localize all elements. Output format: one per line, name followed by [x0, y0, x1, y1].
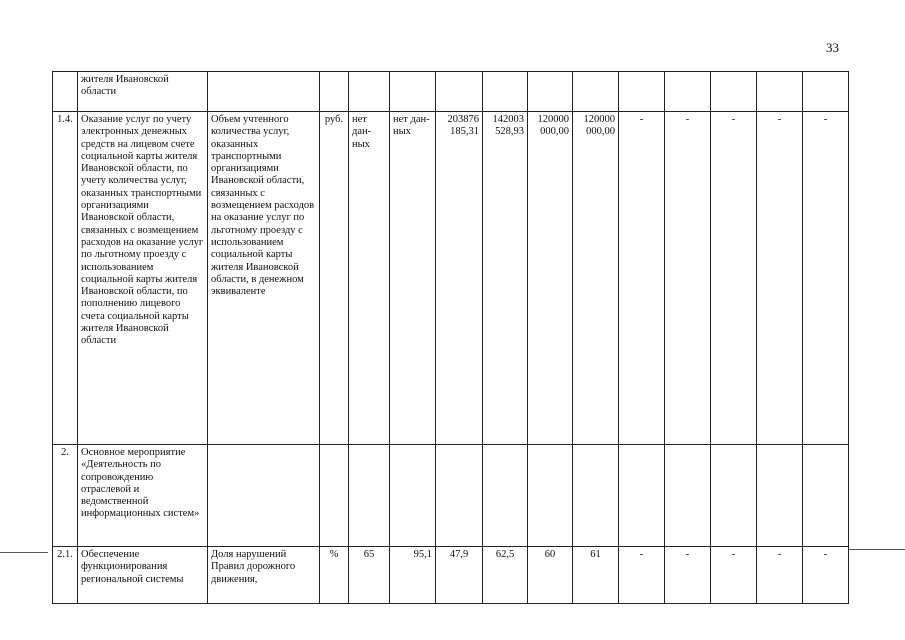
dash-cell: -	[803, 112, 849, 445]
program-table	[52, 71, 849, 604]
indicator-name: Доля нарушений Правил дорожного движения,	[208, 547, 320, 604]
value-cell: 62,5	[483, 547, 528, 604]
row-index: 2.	[53, 445, 78, 547]
dash-cell	[619, 445, 665, 547]
dash-cell	[665, 445, 711, 547]
value-cell: 61	[573, 547, 619, 604]
value-cell	[436, 445, 483, 547]
row-index: 2.1.	[53, 547, 78, 604]
dash-cell	[619, 72, 665, 112]
dash-cell	[757, 72, 803, 112]
row-index: 1.4.	[53, 112, 78, 445]
dash-cell	[757, 445, 803, 547]
event-name: Основное мероприятие «Деятельность по сопровождению отраслевой и ведомственной информационных систем»	[78, 445, 208, 547]
value-cell	[349, 72, 390, 112]
table-row	[53, 72, 849, 112]
dash-cell	[803, 72, 849, 112]
value-cell: 60	[528, 547, 573, 604]
dash-cell: -	[619, 547, 665, 604]
value-cell: 65	[349, 547, 390, 604]
indicator-name	[208, 445, 320, 547]
value-cell	[390, 445, 436, 547]
dash-cell	[711, 72, 757, 112]
indicator-name	[208, 72, 320, 112]
table-row	[53, 547, 849, 604]
value-cell: 120000 000,00	[528, 112, 573, 445]
dash-cell	[803, 445, 849, 547]
value-cell	[573, 445, 619, 547]
value-cell: 95,1	[390, 547, 436, 604]
scan-line-left	[0, 552, 48, 553]
value-cell: нет дан-ных	[390, 112, 436, 445]
row-index	[53, 72, 78, 112]
unit: %	[320, 547, 349, 604]
event-name: Обеспечение функционирования региональной системы	[78, 547, 208, 604]
dash-cell: -	[711, 112, 757, 445]
value-cell	[436, 72, 483, 112]
value-cell	[390, 72, 436, 112]
table-row	[53, 112, 849, 445]
value-cell	[349, 445, 390, 547]
dash-cell: -	[757, 547, 803, 604]
dash-cell: -	[757, 112, 803, 445]
table-row	[53, 445, 849, 547]
value-cell: 203876 185,31	[436, 112, 483, 445]
dash-cell	[711, 445, 757, 547]
unit: руб.	[320, 112, 349, 445]
event-name: Оказание услуг по учету электронных денежных средств на лицевом счете социальной карты жителя Ивановской области, по учету количества услуг, оказанных транспортными организациями Ивановской области, связанных с возмещением расходов на оказание услуг по льготному проезду с использованием социальной карты жителя Ивановской области, по пополнению лицевого счета социальной карты жителя Ивановской области	[78, 112, 208, 445]
value-cell: 142003 528,93	[483, 112, 528, 445]
event-name: жителя Ивановской области	[78, 72, 208, 112]
dash-cell	[665, 72, 711, 112]
value-cell: 47,9	[436, 547, 483, 604]
dash-cell: -	[803, 547, 849, 604]
value-cell	[528, 445, 573, 547]
dash-cell: -	[619, 112, 665, 445]
dash-cell: -	[711, 547, 757, 604]
value-cell: нет дан-ных	[349, 112, 390, 445]
unit	[320, 72, 349, 112]
value-cell: 120000 000,00	[573, 112, 619, 445]
value-cell	[528, 72, 573, 112]
indicator-name: Объем учтенного количества услуг, оказанных транспортными организациями Ивановской области, связанных с возмещением расходов на оказание услуг по льготному проезду с использованием социальной карты жителя Ивановской области, в денежном эквиваленте	[208, 112, 320, 445]
dash-cell: -	[665, 112, 711, 445]
dash-cell: -	[665, 547, 711, 604]
value-cell	[483, 445, 528, 547]
page-number: 33	[826, 40, 839, 55]
scan-line-right	[848, 549, 905, 550]
value-cell	[573, 72, 619, 112]
unit	[320, 445, 349, 547]
value-cell	[483, 72, 528, 112]
